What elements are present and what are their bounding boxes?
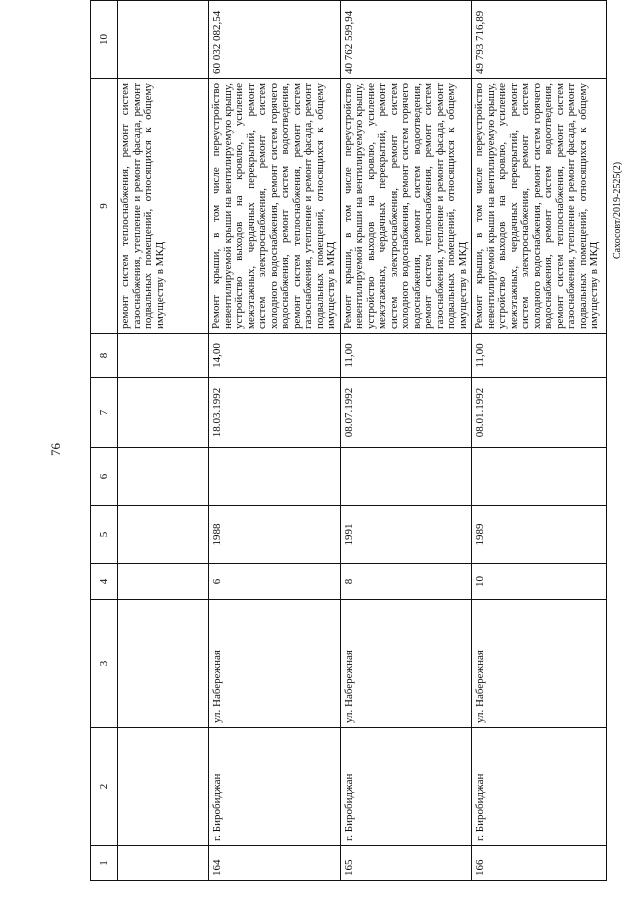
cell-city: г. Биробиджан	[340, 728, 472, 846]
cell-col8: 11,00	[340, 334, 472, 378]
column-header: 6	[91, 448, 118, 506]
page-number: 76	[48, 443, 63, 456]
cell-work-description: ремонт систем теплоснабжения, ремонт систем газоснабжения, утепление и ремонт фасада, ремонт подвальных помещений, относящихся к общему имуществу в МКД	[118, 79, 209, 334]
cell-empty	[118, 334, 209, 378]
cell-row-number: 165	[340, 846, 472, 881]
cell-year: 1991	[340, 506, 472, 564]
table-row	[209, 1, 341, 881]
cell-work-description: Ремонт крыши, в том числе переустройство невентилируемой крыши на вентилируемую крышу, устройство выходов на кровлю, усиление межэтажных, чердачных перекрытий, ремонт систем электроснабжения, ремонт систем холодного водоснабжения, ремонт систем горячего водоснабжения, ремонт систем водоотведения, ремонт систем теплоснабжения, ремонт систем газоснабжения, утепление и ремонт фасада, ремонт подвальных помещений, относящихся к общему имуществу в МКД	[472, 79, 607, 334]
cell-year: 1989	[472, 506, 607, 564]
cell-col8: 11,00	[472, 334, 607, 378]
table-header-row	[91, 1, 118, 881]
column-header: 2	[91, 728, 118, 846]
table-row	[472, 1, 607, 881]
cell-street: ул. Набережная	[340, 600, 472, 728]
cell-amount: 49 793 716,89	[472, 1, 607, 79]
column-header: 5	[91, 506, 118, 564]
column-header: 1	[91, 846, 118, 881]
cell-col6	[209, 448, 341, 506]
repair-program-table	[90, 0, 607, 881]
column-header: 3	[91, 600, 118, 728]
cell-street: ул. Набережная	[209, 600, 341, 728]
column-header: 9	[91, 79, 118, 334]
cell-house: 6	[209, 564, 341, 600]
cell-city: г. Биробиджан	[472, 728, 607, 846]
cell-city: г. Биробиджан	[209, 728, 341, 846]
cell-col6	[340, 448, 472, 506]
cell-date: 18.03.1992	[209, 378, 341, 448]
cell-empty	[118, 448, 209, 506]
cell-empty	[118, 1, 209, 79]
table-row	[340, 1, 472, 881]
cell-row-number: 166	[472, 846, 607, 881]
table-row-continuation	[118, 1, 209, 881]
column-header: 10	[91, 1, 118, 79]
cell-amount: 40 762 599,94	[340, 1, 472, 79]
column-header: 7	[91, 378, 118, 448]
cell-empty	[118, 846, 209, 881]
cell-empty	[118, 564, 209, 600]
cell-house: 10	[472, 564, 607, 600]
document-footer-code: Сахосовт/2019-2525(2)	[612, 161, 623, 259]
cell-year: 1988	[209, 506, 341, 564]
cell-work-description: Ремонт крыши, в том числе переустройство невентилируемой крыши на вентилируемую крышу, устройство выходов на кровлю, усиление межэтажных, чердачных перекрытий, ремонт систем электроснабжения, ремонт систем холодного водоснабжения, ремонт систем горячего водоснабжения, ремонт систем водоотведения, ремонт систем теплоснабжения, ремонт систем газоснабжения, утепление и ремонт фасада, ремонт подвальных помещений, относящихся к общему имуществу в МКД	[340, 79, 472, 334]
cell-empty	[118, 506, 209, 564]
column-header: 8	[91, 334, 118, 378]
cell-row-number: 164	[209, 846, 341, 881]
cell-house: 8	[340, 564, 472, 600]
cell-empty	[118, 600, 209, 728]
cell-amount: 60 032 082,54	[209, 1, 341, 79]
cell-col8: 14,00	[209, 334, 341, 378]
cell-empty	[118, 728, 209, 846]
cell-street: ул. Набережная	[472, 600, 607, 728]
cell-date: 08.07.1992	[340, 378, 472, 448]
cell-col6	[472, 448, 607, 506]
column-header: 4	[91, 564, 118, 600]
cell-date: 08.01.1992	[472, 378, 607, 448]
cell-work-description: Ремонт крыши, в том числе переустройство невентилируемой крыши на вентилируемую крышу, устройство выходов на кровлю, усиление межэтажных, чердачных перекрытий, ремонт систем электроснабжения, ремонт систем холодного водоснабжения, ремонт систем горячего водоснабжения, ремонт систем водоотведения, ремонт систем теплоснабжения, ремонт систем газоснабжения, утепление и ремонт фасада, ремонт подвальных помещений, относящихся к общему имуществу в МКД	[209, 79, 341, 334]
cell-empty	[118, 378, 209, 448]
